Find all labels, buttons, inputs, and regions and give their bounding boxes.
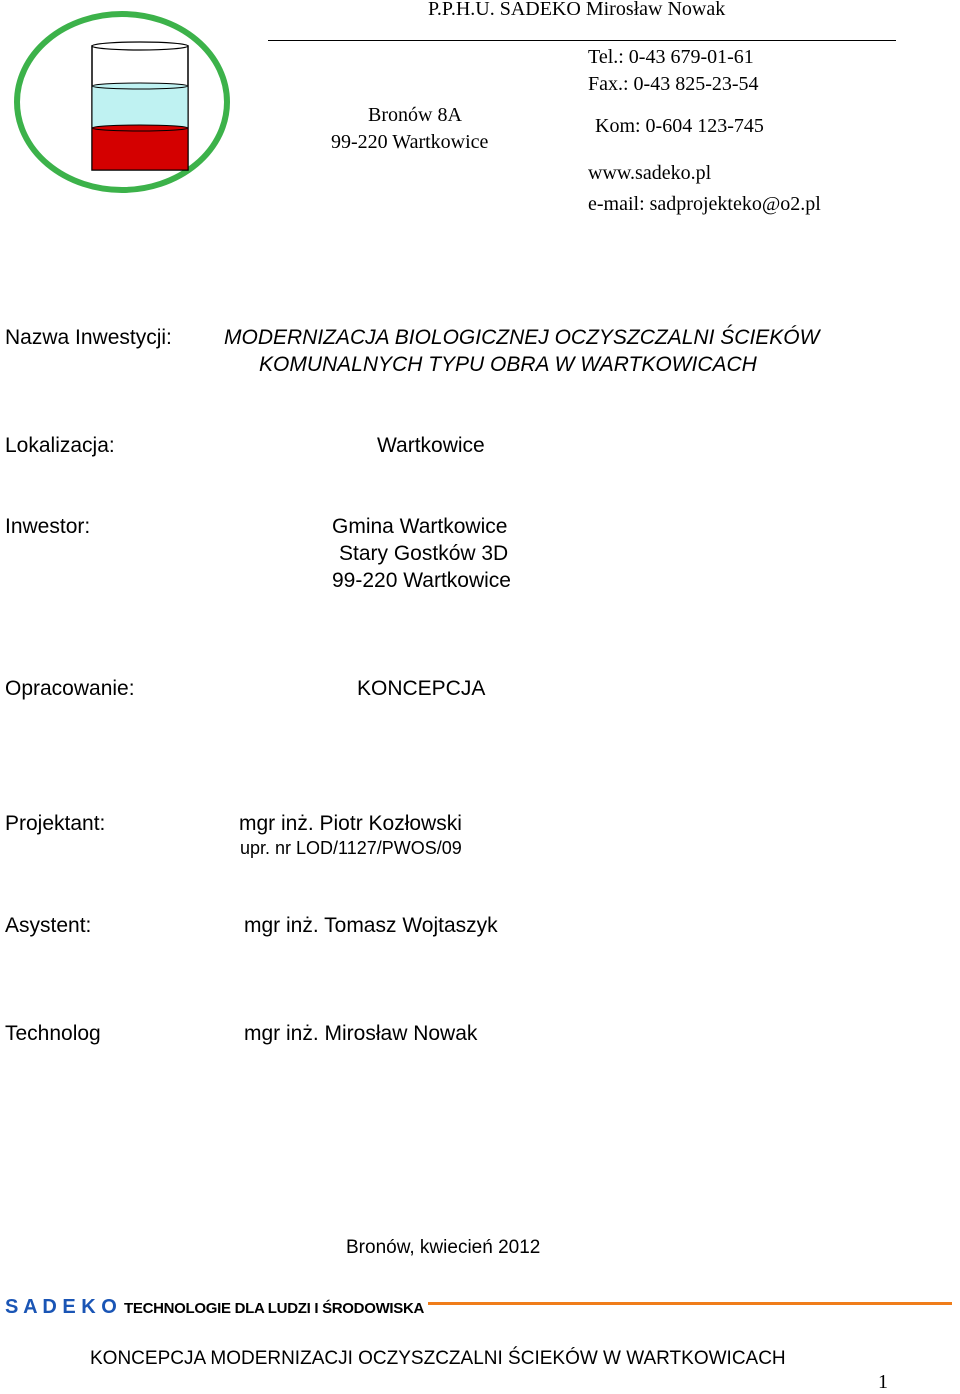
investor-line3: 99-220 Wartkowice <box>332 569 511 592</box>
footer-slogan: TECHNOLOGIE DLA LUDZI I ŚRODOWISKA <box>124 1300 425 1317</box>
investor-line1: Gmina Wartkowice <box>332 515 508 538</box>
page-number: 1 <box>878 1371 888 1393</box>
footer-brand: S A D E K O <box>5 1296 117 1318</box>
footer-orange-rule <box>428 1302 952 1305</box>
technologist-name: mgr inż. Mirosław Nowak <box>244 1022 478 1045</box>
investment-name-line2: KOMUNALNYCH TYPU OBRA W WARTKOWICACH <box>259 353 757 376</box>
assistant-label: Asystent: <box>5 914 92 937</box>
technologist-label: Technolog <box>5 1022 101 1045</box>
address-line2: 99-220 Wartkowice <box>331 131 489 153</box>
designer-license: upr. nr LOD/1127/PWOS/09 <box>240 838 462 858</box>
fax-number: Fax.: 0-43 825-23-54 <box>588 73 759 95</box>
header-rule <box>268 40 896 41</box>
investor-line2: Stary Gostków 3D <box>339 542 509 565</box>
location-label: Lokalizacja: <box>5 434 115 457</box>
glass-of-water-icon <box>12 10 236 196</box>
footer-document-title: KONCEPCJA MODERNIZACJI OCZYSZCZALNI ŚCIEKÓW W WARTKOWICACH <box>90 1348 786 1369</box>
glass-of-water-logo <box>12 10 236 196</box>
address-line1: Bronów 8A <box>368 104 462 126</box>
prepared-value: KONCEPCJA <box>357 677 486 700</box>
company-name: P.P.H.U. SADEKO Mirosław Nowak <box>428 0 726 20</box>
tel-number: Tel.: 0-43 679-01-61 <box>588 46 754 68</box>
date-place: Bronów, kwiecień 2012 <box>346 1237 541 1258</box>
prepared-label: Opracowanie: <box>5 677 135 700</box>
mobile-number: Kom: 0-604 123-745 <box>595 115 764 137</box>
investment-name-line1: MODERNIZACJA BIOLOGICZNEJ OCZYSZCZALNI ŚCIEKÓW <box>224 326 820 349</box>
investor-label: Inwestor: <box>5 515 91 538</box>
designer-name: mgr inż. Piotr Kozłowski <box>239 812 462 835</box>
website-link[interactable]: www.sadeko.pl <box>588 162 712 184</box>
investment-label: Nazwa Inwestycji: <box>5 326 172 349</box>
location-value: Wartkowice <box>377 434 485 457</box>
assistant-name: mgr inż. Tomasz Wojtaszyk <box>244 914 498 937</box>
email-link[interactable]: e-mail: sadprojekteko@o2.pl <box>588 193 821 215</box>
designer-label: Projektant: <box>5 812 106 835</box>
